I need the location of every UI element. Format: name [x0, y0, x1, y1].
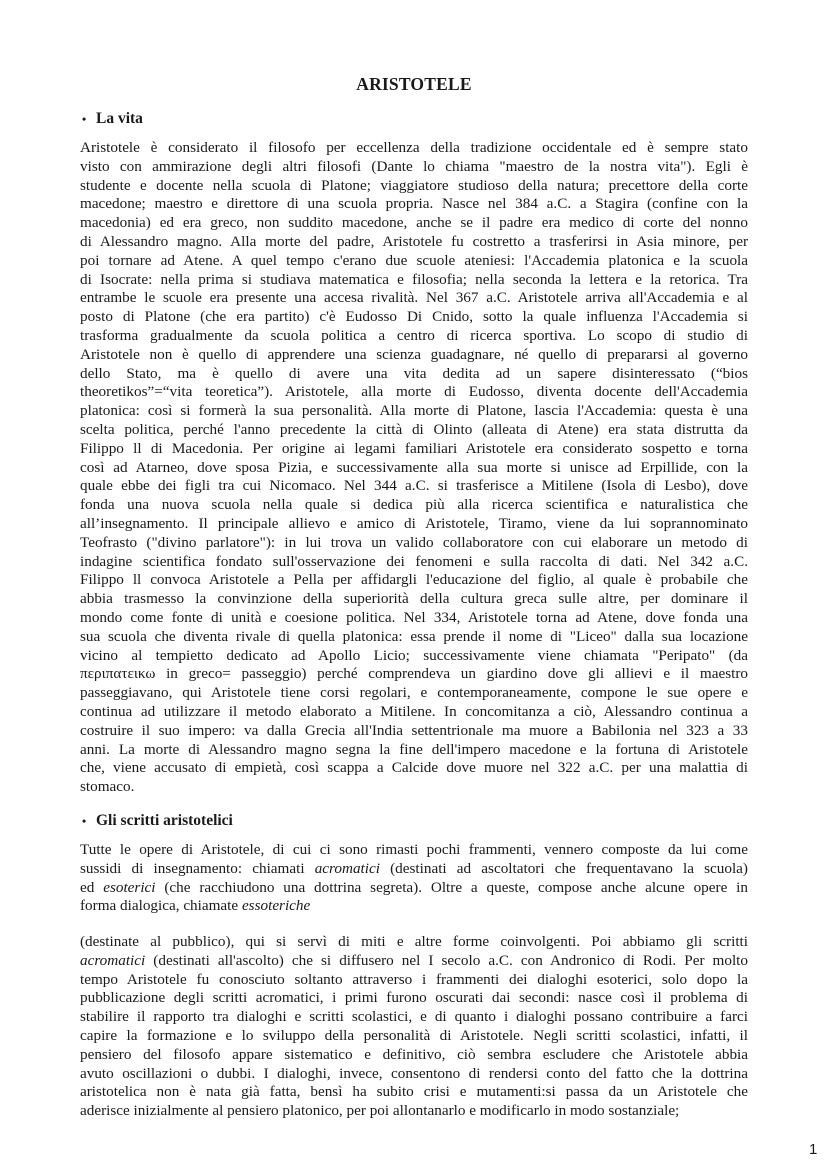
text-segment: stabilire il rapporto tra dialoghi e scritti scolastici, e di quanto i dialoghi possano contribuire a farci [80, 1008, 748, 1026]
text-segment: ed [80, 878, 104, 896]
text-line [80, 722, 748, 741]
text-line [80, 879, 748, 898]
text-segment: sussidi di insegnamento: chiamati [80, 859, 315, 877]
text-segment: platonica: così si formerà la sua personalità. Alla morte di Platone, lascia l'Accademia: questa è una [80, 402, 748, 420]
text-line [80, 841, 748, 860]
italic-term: acromatici [80, 951, 146, 969]
text-line [80, 383, 748, 402]
text-segment: così ad Atarneo, dove sposa Pizia, e successivamente alla sua morte si unisce ad Erpillide, con la [80, 458, 748, 476]
text-line [80, 496, 748, 515]
text-segment: scelta politica, perché l'anno precedente la città di Olinto (alleata di Atene) era stata distrutta da [80, 420, 748, 438]
italic-term: acromatici [314, 859, 380, 877]
paragraph-scritti-1 [80, 841, 748, 916]
text-segment: costruire il suo impero: va dalla Grecia all'India settentrionale ma muore a Babilonia nel 323 a 33 [80, 721, 748, 739]
text-line [80, 571, 748, 590]
text-line [80, 459, 748, 478]
text-segment: trasforma gradualmente da scuola politica a centro di ricerca sportiva. Lo scopo di studio di [80, 326, 748, 344]
text-line [80, 346, 748, 365]
section-heading-text: La vita [96, 110, 143, 127]
text-line [80, 365, 748, 384]
text-segment: studente e docente nella scuola di Platone; viaggiatore studioso della natura; precettore della corte [80, 176, 748, 194]
text-segment: (che racchiudono una dottrina segreta). Oltre a queste, compose anche alcune opere in [155, 878, 748, 896]
text-line [80, 421, 748, 440]
text-segment: Aristotele è considerato il filosofo per eccellenza della tradizione occidentale ed è sempre stato [80, 139, 748, 156]
text-segment: entrambe le scuole era presente una accesa rivalità. Nel 367 a.C. Aristotele arriva all'Accademia e al [80, 289, 748, 307]
text-line [80, 1008, 748, 1027]
text-segment: (destinati ad ascoltatori che frequentavano la scuola) [379, 859, 748, 877]
text-segment: macedone; maestro e direttore di una scuola propria. Nasce nel 384 a.C. a Stagira (confine con la [80, 195, 748, 213]
document-title: ARISTOTELE [356, 74, 472, 94]
text-line [80, 1102, 748, 1121]
text-line [80, 703, 748, 722]
text-segment: quale ebbe dei figli tra cui Nicomaco. Nel 344 a.C. si trasferisce a Mitilene (Isola di Lesbo), dove [80, 477, 748, 495]
italic-term: essoteriche [241, 897, 311, 915]
text-segment: dello Stato, ma è quello di avere una vita dedita ad un sapere disinteressato (“bios [80, 364, 748, 382]
text-line [80, 1083, 748, 1102]
text-segment: all’insegnamento. Il principale allievo e amico di Aristotele, Tiramo, viene da lui soprannominato [80, 514, 748, 532]
text-line [80, 195, 748, 214]
text-segment: passeggiavano, qui Aristotele tiene corsi regolari, e contemporaneamente, compone le sue opere e [80, 684, 748, 702]
text-segment: theoretikos”=“vita teoretica”). Aristotele, alla morte di Eudosso, diventa docente dell'Accademia [80, 383, 748, 401]
text-segment: mondo come fonte di unità e coesione politica. Nel 334, Aristotele torna ad Atene, dove fonda una [80, 608, 748, 626]
text-segment: stomaco. [80, 778, 135, 796]
text-line [80, 233, 748, 252]
text-segment: Aristotele non è quello di apprendere una scienza guadagnare, né quello di prepararsi al governo [80, 345, 748, 363]
paragraph-la-vita [80, 139, 748, 797]
text-segment: aderisce inizialmente al pensiero platonico, per poi allontanarlo e modificarlo in modo sostanziale; [80, 1102, 680, 1120]
text-line [80, 1027, 748, 1046]
text-segment: anni. La morte di Alessandro magno segna la fine dell'impero macedone e la fortuna di Aristotele [80, 740, 748, 758]
text-segment: (destinati all'ascolto) che si diffusero nel I secolo a.C. con Andronico di Rodi. Per molto [145, 951, 748, 969]
bullet-icon: • [82, 814, 87, 828]
text-line [80, 665, 748, 684]
text-segment: Filippo ll convoca Aristotele a Pella per affidargli l'educazione del figlio, al quale è probabile che [80, 571, 748, 589]
text-segment: macedonia) ed era greco, non suddito macedone, anche se il padre era medico di corte del nonno [80, 214, 748, 232]
text-line [80, 684, 748, 703]
text-segment: περιπατεικω in greco= passeggio) perché comprendeva un giardino dove gli allievi e il maestro [80, 665, 748, 683]
text-segment: di Isocrate: nella prima si studiava matematica e filosofia; nella seconda la lettera e la retorica. Tra [80, 270, 748, 288]
text-segment: sua scuola che diventa rivale di quella platonica: essa prende il nome di "Liceo" dalla sua locazione [80, 627, 748, 645]
text-line [80, 1046, 748, 1065]
text-line [80, 402, 748, 421]
page-number: 1 [809, 1141, 818, 1158]
section-heading-la-vita [82, 110, 143, 128]
text-segment: Teofrasto ("divino parlatore"): in lui trova un valido collaboratore con cui elaborare un metodo di [80, 533, 748, 551]
text-line [80, 534, 748, 553]
text-line [80, 515, 748, 534]
paragraph-scritti-2 [80, 933, 748, 1121]
text-line [80, 897, 748, 916]
text-line [80, 289, 748, 308]
section-heading-scritti [82, 812, 233, 830]
text-segment: poi tornare ad Atene. A quel tempo c'erano due scuole ateniesi: l'Accademia platonica e la scuola [80, 251, 748, 269]
text-line [80, 477, 748, 496]
text-segment: tempo Aristotele fu conosciuto soltanto attraverso i frammenti dei dialoghi esoterici, solo dopo la [80, 970, 748, 988]
text-line [80, 971, 748, 990]
text-segment: pubblicazione degli scritti acromatici, i primi furono oscurati dai secondi: nasce così il problema di [80, 989, 748, 1007]
text-line [80, 647, 748, 666]
text-segment: capire la formazione e lo sviluppo della personalità di Aristotele. Negli scritti scolastici, infatti, il [80, 1026, 748, 1044]
text-segment: visto con ammirazione degli altri filosofi (Dante lo chiama "maestro de la nostra vita"). Egli è [80, 157, 748, 175]
text-line [80, 609, 748, 628]
text-segment: avuto oscillazioni o dubbi. I dialoghi, invece, consentono di rendersi conto del fatto che la dottrina [80, 1064, 748, 1082]
text-segment: fonda una nuova scuola nella quale si dedica più alla ricerca scientifica e naturalistica che [80, 496, 748, 514]
italic-term: esoterici [103, 878, 156, 896]
text-line [80, 553, 748, 572]
text-line [80, 952, 748, 971]
text-segment: che, viene accusato di empietà, così scappa a Calcide dove muore nel 322 a.C. per una malattia di [80, 759, 748, 777]
text-segment: indagine scientifica fondato sull'osservazione dei fenomeni e sulla raccolta di dati. Nel 342 a.C. [80, 552, 748, 570]
text-segment: aristotelica non è nata già fatta, bensì ha subito crisi e mutamenti:si passa da un Aristotele che [80, 1083, 748, 1101]
text-line [80, 590, 748, 609]
text-segment: continua ad utilizzare il metodo elaborato a Mitilene. In concomitanza a ciò, Alessandro continua a [80, 702, 748, 720]
text-segment: abbia trasmesso la convinzione della superiorità della cultura greca sulle altre, per dominare il [80, 590, 748, 608]
text-segment: forma dialogica, chiamate [80, 897, 242, 915]
text-segment: posto di Platone (che era partito) c'è Eudosso Di Cnido, sotto la quale influenza l'Accademia si [80, 308, 748, 326]
text-line [80, 989, 748, 1008]
text-line [80, 271, 748, 290]
text-segment: Tutte le opere di Aristotele, di cui ci sono rimasti pochi frammenti, vennero composte da lui come [80, 841, 748, 858]
text-line [80, 214, 748, 233]
text-segment: (destinate al pubblico), qui si servì di miti e altre forme coinvolgenti. Poi abbiamo gli scritti [80, 933, 748, 950]
text-line [80, 860, 748, 879]
text-line [80, 177, 748, 196]
text-line [80, 139, 748, 158]
text-line [80, 628, 748, 647]
text-segment: pensiero del filosofo appare sistematico e definitivo, ciò sembra escludere che Aristotele abbia [80, 1045, 748, 1063]
text-line [80, 759, 748, 778]
text-line [80, 327, 748, 346]
text-segment: di Alessandro magno. Alla morte del padre, Aristotele fu costretto a trasferirsi in Asia minore, per [80, 232, 748, 250]
text-segment: vicino al tempietto dedicato ad Apollo Licio; successivamente viene chiamata "Peripato" (da [80, 646, 748, 664]
text-segment: Filippo ll di Macedonia. Per origine ai legami familiari Aristotele era considerato sospetto e torna [80, 439, 748, 457]
text-line [80, 778, 748, 797]
text-line [80, 440, 748, 459]
text-line [80, 1065, 748, 1084]
bullet-icon: • [82, 112, 87, 126]
section-heading-text: Gli scritti aristotelici [96, 812, 233, 829]
text-line [80, 308, 748, 327]
text-line [80, 741, 748, 760]
text-line [80, 252, 748, 271]
text-line [80, 933, 748, 952]
text-line [80, 158, 748, 177]
